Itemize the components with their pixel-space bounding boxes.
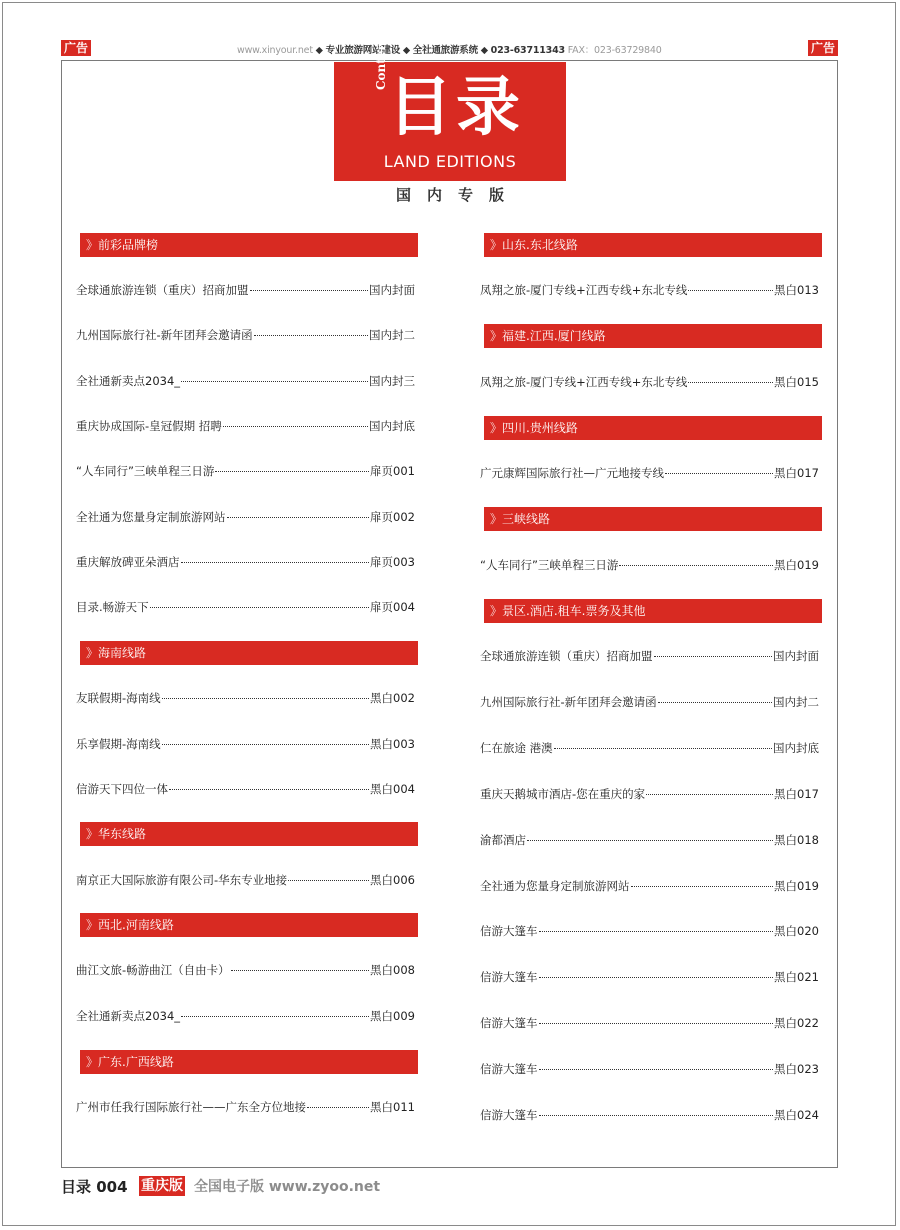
section-header: 》西北.河南线路 — [80, 913, 418, 937]
toc-entry-page: 国内封面 — [369, 283, 415, 297]
diamond-icon: ◆ — [480, 45, 488, 56]
toc-entry-page: 黑白021 — [774, 970, 819, 984]
toc-dot-leader — [554, 748, 772, 749]
footer-edition-badge: 重庆版 — [141, 1178, 183, 1194]
toc-entry-page: 黑白004 — [370, 782, 415, 796]
toc-entry[interactable] — [480, 555, 819, 575]
toc-entry-page: 国内封二 — [369, 328, 415, 342]
toc-dot-leader — [688, 382, 773, 383]
toc-entry-title: “人车同行”三峡单程三日游 — [76, 464, 215, 478]
toc-entry[interactable] — [480, 1059, 819, 1079]
toc-entry-title: 全社通为您量身定制旅游网站 — [76, 510, 226, 524]
header-info — [237, 42, 662, 56]
toc-entry[interactable] — [76, 507, 415, 527]
toc-entry-page: 黑白003 — [370, 737, 415, 751]
toc-entry-page: 黑白008 — [370, 963, 415, 977]
toc-entry[interactable] — [480, 830, 819, 850]
toc-entry[interactable] — [76, 461, 415, 481]
toc-entry-page: 黑白023 — [774, 1062, 819, 1076]
toc-entry-page: 黑白017 — [774, 466, 819, 480]
header-slogan-1: 专业旅游网站建设 — [325, 45, 401, 56]
toc-entry-page: 国内封底 — [773, 741, 819, 755]
toc-entry-page: 扉页003 — [370, 555, 415, 569]
toc-entry-title: 凤翔之旅-厦门专线+江西专线+东北专线 — [480, 283, 688, 297]
toc-entry-title: 广元康辉国际旅行社—广元地接专线 — [480, 466, 664, 480]
toc-entry-title: 渝都酒店 — [480, 833, 526, 847]
toc-entry[interactable] — [480, 738, 819, 758]
toc-entry[interactable] — [76, 597, 415, 617]
toc-entry-title: 全社通新卖点2034_ — [76, 374, 181, 388]
toc-entry-title: 重庆解放碑亚朵酒店 — [76, 555, 180, 569]
toc-entry[interactable] — [480, 692, 819, 712]
toc-entry-page: 国内封三 — [369, 374, 415, 388]
toc-entry-page: 黑白013 — [774, 283, 819, 297]
toc-entry-title: 南京正大国际旅游有限公司-华东专业地接 — [76, 873, 288, 887]
toc-entry-title: 信游天下四位一体 — [76, 782, 168, 796]
header-phone: 023-63711343 — [490, 45, 565, 56]
toc-entry[interactable] — [76, 779, 415, 799]
toc-entry[interactable] — [480, 784, 819, 804]
toc-dot-leader — [150, 607, 369, 608]
toc-entry[interactable] — [480, 463, 819, 483]
diamond-icon: ◆ — [315, 45, 323, 56]
toc-entry[interactable] — [76, 371, 415, 391]
toc-entry[interactable] — [480, 280, 819, 300]
footer-site: 全国电子版 www.zyoo.net — [194, 1179, 381, 1195]
toc-entry[interactable] — [76, 870, 415, 890]
toc-entry[interactable] — [480, 876, 819, 896]
toc-entry-title: 仁在旅途 港澳 — [480, 741, 553, 755]
section-header: 》四川.贵州线路 — [484, 416, 822, 440]
toc-entry[interactable] — [480, 1013, 819, 1033]
toc-entry[interactable] — [76, 325, 415, 345]
toc-entry-title: 友联假期-海南线 — [76, 691, 161, 705]
ad-badge-left: 广告 — [61, 40, 91, 56]
toc-entry-title: 全社通为您量身定制旅游网站 — [480, 879, 630, 893]
section-header: 》广东.广西线路 — [80, 1050, 418, 1074]
logo-title: 目录 — [388, 70, 524, 145]
toc-entry-page: 黑白002 — [370, 691, 415, 705]
toc-entry-page: 黑白006 — [370, 873, 415, 887]
toc-entry-title: 信游大篷车 — [480, 1108, 538, 1122]
toc-entry[interactable] — [76, 416, 415, 436]
section-header: 》山东.东北线路 — [484, 233, 822, 257]
toc-entry[interactable] — [480, 967, 819, 987]
toc-entry-title: 全社通新卖点2034_ — [76, 1009, 181, 1023]
toc-dot-leader — [227, 517, 370, 518]
toc-dot-leader — [307, 1107, 369, 1108]
toc-entry-title: 信游大篷车 — [480, 970, 538, 984]
toc-dot-leader — [539, 931, 774, 932]
toc-entry-title: 九州国际旅行社-新年团拜会邀请函 — [480, 695, 657, 709]
toc-entry[interactable] — [480, 1105, 819, 1125]
toc-entry-page: 黑白015 — [774, 375, 819, 389]
section-header: 》前彩品牌榜 — [80, 233, 418, 257]
toc-entry-page: 黑白019 — [774, 558, 819, 572]
toc-entry-title: 信游大篷车 — [480, 1016, 538, 1030]
toc-dot-leader — [646, 794, 773, 795]
toc-dot-leader — [254, 335, 368, 336]
toc-entry-title: 曲江文旅-畅游曲江（自由卡） — [76, 963, 230, 977]
toc-dot-leader — [223, 426, 368, 427]
toc-dot-leader — [619, 565, 773, 566]
section-header: 》福建.江西.厦门线路 — [484, 324, 822, 348]
toc-entry-page: 黑白022 — [774, 1016, 819, 1030]
diamond-icon: ◆ — [402, 45, 410, 56]
toc-dot-leader — [162, 698, 369, 699]
toc-entry-page: 黑白018 — [774, 833, 819, 847]
toc-entry-title: 乐享假期-海南线 — [76, 737, 161, 751]
toc-dot-leader — [181, 381, 368, 382]
toc-entry[interactable] — [76, 1006, 415, 1026]
toc-dot-leader — [527, 840, 773, 841]
toc-dot-leader — [181, 1016, 369, 1017]
section-header: 》华东线路 — [80, 822, 418, 846]
toc-entry-title: 目录.畅游天下 — [76, 600, 149, 614]
section-header: 》景区.酒店.租车.票务及其他 — [484, 599, 822, 623]
toc-entry-page: 黑白017 — [774, 787, 819, 801]
toc-dot-leader — [250, 290, 369, 291]
toc-entry-title: 信游大篷车 — [480, 1062, 538, 1076]
toc-dot-leader — [181, 562, 370, 563]
toc-dot-leader — [231, 970, 369, 971]
toc-dot-leader — [665, 473, 773, 474]
logo-contents-text: Contents — [374, 29, 388, 90]
toc-entry-page: 国内封底 — [369, 419, 415, 433]
toc-entry-page: 扉页001 — [370, 464, 415, 478]
toc-dot-leader — [631, 886, 774, 887]
toc-entry-title: 信游大篷车 — [480, 924, 538, 938]
toc-dot-leader — [654, 656, 773, 657]
header-site: www.xinyour.net — [237, 45, 313, 56]
toc-dot-leader — [658, 702, 772, 703]
toc-entry[interactable] — [480, 646, 819, 666]
toc-entry-page: 黑白011 — [370, 1100, 415, 1114]
toc-entry-page: 扉页004 — [370, 600, 415, 614]
toc-entry-title: 重庆协成国际-皇冠假期 招聘 — [76, 419, 222, 433]
toc-entry-title: “人车同行”三峡单程三日游 — [480, 558, 619, 572]
toc-entry[interactable] — [76, 734, 415, 754]
edition-title: 国内专版 — [395, 186, 520, 204]
toc-entry-title: 重庆天鹅城市酒店-您在重庆的家 — [480, 787, 646, 801]
toc-dot-leader — [539, 1115, 774, 1116]
toc-dot-leader — [688, 290, 773, 291]
section-header: 》海南线路 — [80, 641, 418, 665]
toc-entry[interactable] — [76, 960, 415, 980]
logo-subtitle: LAND EDITIONS — [383, 152, 517, 171]
toc-entry-page: 扉页002 — [370, 510, 415, 524]
ad-badge-right: 广告 — [808, 40, 838, 56]
toc-entry-page: 黑白019 — [774, 879, 819, 893]
toc-entry[interactable] — [76, 1097, 415, 1117]
toc-entry[interactable] — [76, 688, 415, 708]
header-slogan-2: 全社通旅游系统 — [412, 45, 478, 56]
toc-dot-leader — [288, 880, 369, 881]
toc-entry-page: 国内封面 — [773, 649, 819, 663]
toc-entry[interactable] — [480, 372, 819, 392]
toc-entry-title: 广州市任我行国际旅行社——广东全方位地接 — [76, 1100, 306, 1114]
toc-entry-title: 九州国际旅行社-新年团拜会邀请函 — [76, 328, 253, 342]
toc-entry[interactable] — [76, 280, 415, 300]
toc-entry-page: 国内封二 — [773, 695, 819, 709]
toc-entry[interactable] — [480, 921, 819, 941]
toc-dot-leader — [169, 789, 369, 790]
toc-entry-page: 黑白024 — [774, 1108, 819, 1122]
toc-dot-leader — [539, 1023, 774, 1024]
toc-entry[interactable] — [76, 552, 415, 572]
header-fax: FAX：023-63729840 — [567, 45, 662, 56]
toc-dot-leader — [539, 977, 774, 978]
toc-entry-page: 黑白020 — [774, 924, 819, 938]
toc-dot-leader — [539, 1069, 774, 1070]
toc-dot-leader — [215, 471, 369, 472]
toc-entry-title: 全球通旅游连锁（重庆）招商加盟 — [480, 649, 653, 663]
toc-dot-leader — [162, 744, 369, 745]
section-header: 》三峡线路 — [484, 507, 822, 531]
toc-entry-title: 全球通旅游连锁（重庆）招商加盟 — [76, 283, 249, 297]
toc-entry-title: 凤翔之旅-厦门专线+江西专线+东北专线 — [480, 375, 688, 389]
footer-page-label: 目录 004 — [61, 1178, 128, 1196]
toc-entry-page: 黑白009 — [370, 1009, 415, 1023]
